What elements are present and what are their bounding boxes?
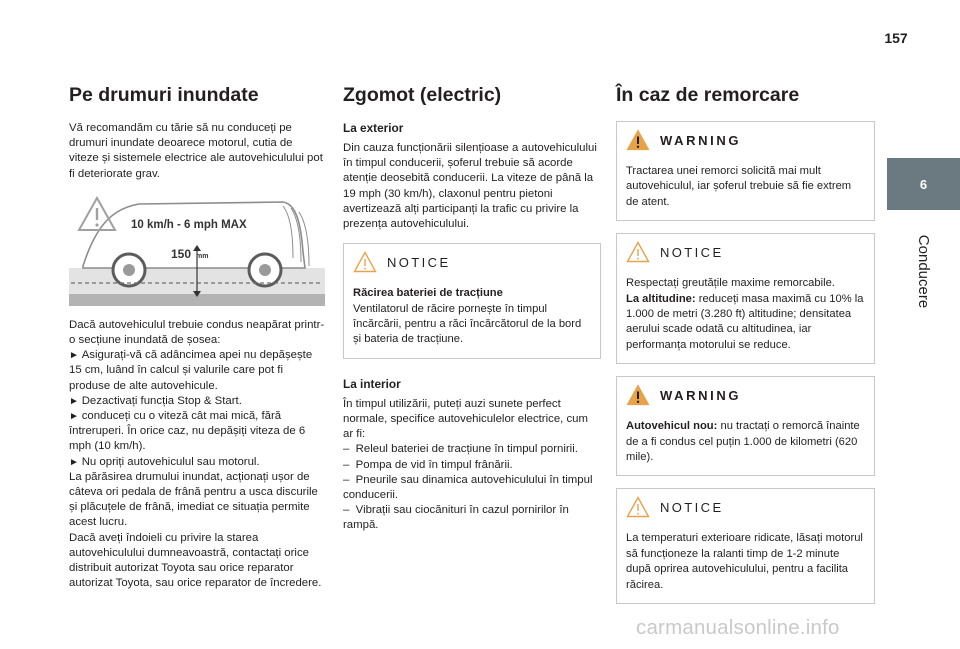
water-depth-unit: mm [196, 252, 209, 260]
column-electric-noise [343, 80, 601, 534]
page-number: 157 [884, 30, 908, 46]
water-depth-value: 150 [171, 246, 192, 261]
exterior-paragraph: Din cauza funcționării silențioase a autovehiculului în timpul conducerii, șoferul trebuie să acorde atenție deosebită conducerii. La viteze de până la 19 mph (30 km/h), claxonul pentru pietoni avertizează alți participanți la trafic cu privire la prezența autovehiculului. [343, 142, 597, 231]
warning-text: Tractarea unei remorci solicită mai mult autovehiculul, iar șoferul trebuie să fie extrem de atent. [626, 165, 852, 208]
section-title-electric-noise: Zgomot (electric) [343, 84, 502, 106]
notice-triangle-icon [626, 241, 650, 263]
chapter-tab[interactable] [887, 158, 960, 210]
notice-label: NOTICE [387, 254, 451, 270]
notice-label: NOTICE [660, 499, 724, 515]
speed-limit-label: 10 km/h - 6 mph MAX [131, 218, 247, 231]
notice-bold-title: Răcirea bateriei de tracțiune [353, 287, 503, 300]
flooded-instructions-intro: Dacă autovehiculul trebuie condus neapărat printr-o secțiune inundată de șosea: [69, 318, 325, 347]
warning-triangle-icon [626, 384, 650, 406]
interior-heading: La interior [343, 376, 401, 391]
interior-item: – Releul bateriei de tracțiune în timpul pornirii. [343, 442, 601, 457]
bullet-low-speed: ► conduceți cu o viteză cât mai mică, fără întreruperi. În orice caz, nu depășiți viteza de 6 mph (10 km/h). [69, 409, 325, 455]
bullet-no-stop: ► Nu opriți autovehiculul sau motorul. [69, 455, 325, 470]
exterior-heading: La exterior [343, 121, 404, 135]
warning-label: WARNING [660, 387, 742, 403]
notice-triangle-icon [626, 496, 650, 518]
bullet-check-depth: ► Asigurați-vă că adâncimea apei nu depășește 15 cm, luând în calcul și valurile care pot fi produse de alte autovehicule. [69, 348, 325, 394]
altitude-rest: reduceți masa maximă cu 10% la 1.000 de metri (3.280 ft) altitudine; densitatea aerului scade odată cu altitudinea, iar performanța motorului se reduce. [626, 292, 864, 351]
column-flooded-roads [69, 80, 325, 591]
notice-box-battery-cooling [343, 243, 601, 359]
chapter-number: 6 [919, 176, 928, 192]
interior-item: – Vibrații sau ciocănituri în cazul pornirilor în rampă. [343, 503, 601, 533]
interior-paragraph: În timpul utilizării, puteți auzi sunete perfect normale, specifice autovehiculelor electrice, cum ar fi: [343, 397, 589, 441]
new-vehicle-rest: nu tractați o remorcă înainte de a fi condus cel puțin 1.000 de kilometri (620 mile). [626, 420, 860, 464]
notice-box-altitude [616, 233, 875, 364]
notice-temperature-text: La temperaturi exterioare ridicate, lăsați motorul să funcționeze la ralanti timp de 1-2 minute după oprirea autovehiculului, pentru a facilita răcirea. [626, 532, 863, 591]
notice-weights-line: Respectați greutățile maxime remorcabile. [626, 277, 835, 290]
intro-paragraph: Vă recomandăm cu tărie să nu conduceți pe drumuri inundate deoarece motorul, cutia de viteze și sistemele electrice ale autovehiculului pot fi deteriorate grav. [69, 122, 323, 180]
bullet-stop-start: ► Dezactivați funcția Stop & Start. [69, 394, 325, 409]
column-towing [616, 80, 875, 604]
warning-box-new-vehicle [616, 376, 875, 476]
warning-label: WARNING [660, 132, 742, 148]
notice-triangle-icon [353, 251, 377, 273]
flooded-road-illustration [69, 196, 325, 306]
interior-item: – Pompa de vid în timpul frânării. [343, 458, 601, 473]
section-title-towing: În caz de remorcare [616, 84, 800, 106]
warning-triangle-icon [626, 129, 650, 151]
notice-box-high-temperature [616, 488, 875, 604]
warning-box-trailer [616, 121, 875, 221]
site-watermark: carmanualsonline.info [636, 616, 840, 639]
new-vehicle-paragraph [626, 419, 865, 465]
interior-item: – Pneurile sau dinamica autovehiculului în timpul conducerii. [343, 473, 601, 503]
brake-drying-paragraph: La părăsirea drumului inundat, acționați ușor de câteva ori pedala de frână pentru a usca discurile și plăcuțele de frână, imediat ce situația permite acest lucru. [69, 470, 318, 529]
chapter-label [887, 216, 960, 326]
notice-text: Ventilatorul de răcire pornește în timpul încărcării, pentru a răci încărcătorul de la bord și bateria de tracțiune. [353, 302, 582, 346]
chapter-label-text: Conducere [915, 234, 933, 308]
altitude-bold-lead: La altitudine: [626, 292, 696, 305]
section-title-flooded-roads: Pe drumuri inundate [69, 84, 259, 106]
notice-altitude-paragraph [626, 292, 865, 354]
notice-label: NOTICE [660, 244, 724, 260]
contact-dealer-paragraph: Dacă aveți îndoieli cu privire la starea autovehiculului dumneavoastră, contactați orice distribuit autorizat Toyota sau orice reparator autorizat Toyota, sau orice reparator de încredere. [69, 531, 322, 590]
new-vehicle-bold-lead: Autovehicul nou: [626, 420, 718, 433]
